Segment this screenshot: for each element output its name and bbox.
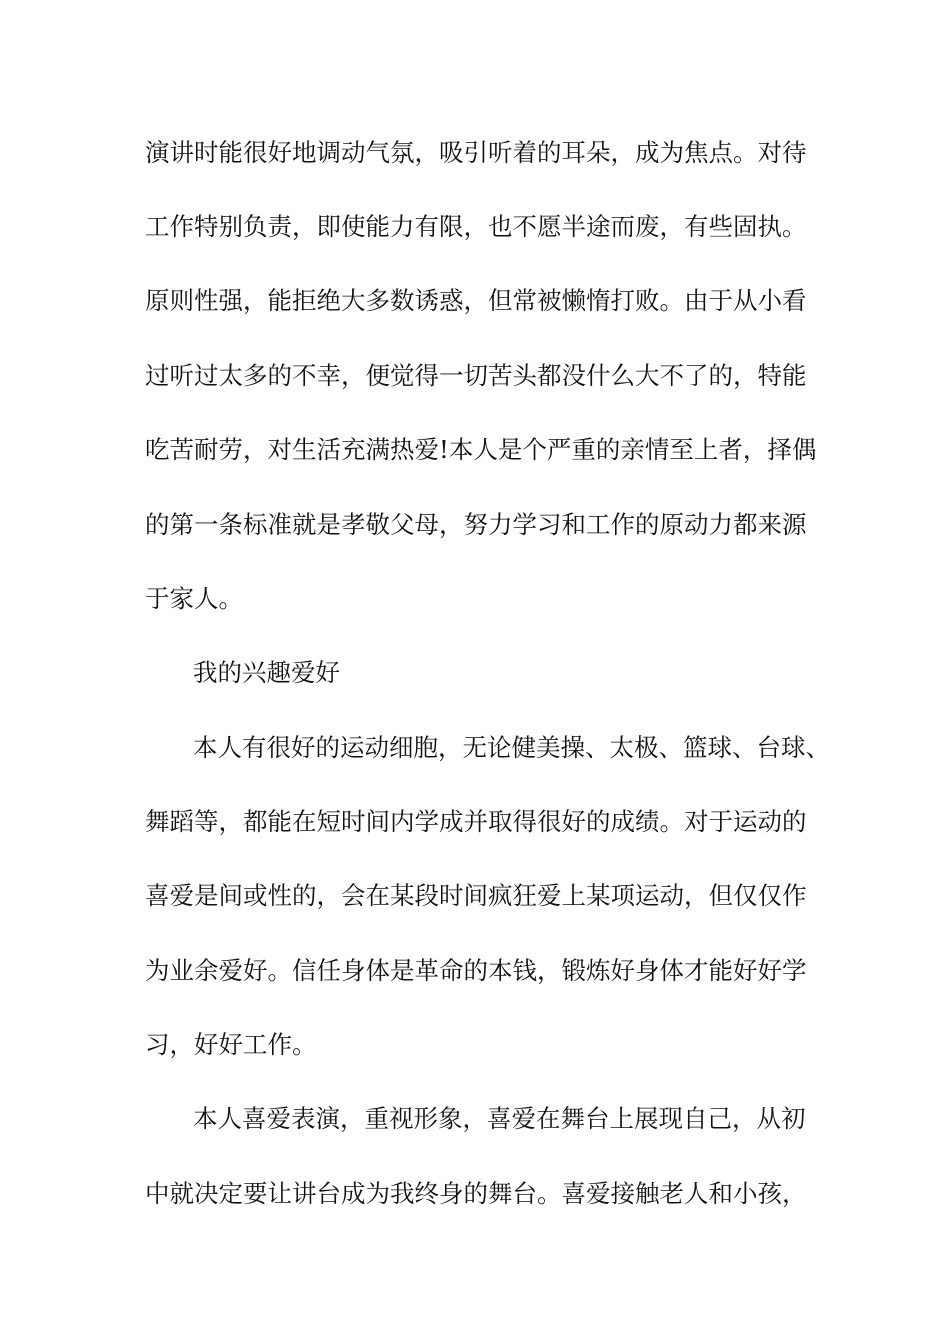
text-line: 习，好好工作。 xyxy=(145,1030,317,1059)
text-line: 本人喜爱表演，重视形象，喜爱在舞台上展现自己，从初 xyxy=(193,1104,806,1133)
text-line: 喜爱是间或性的，会在某段时间疯狂爱上某项运动，但仅仅作 xyxy=(145,881,807,910)
text-line: 舞蹈等，都能在短时间内学成并取得很好的成绩。对于运动的 xyxy=(145,807,807,836)
text-line: 中就决定要让讲台成为我终身的舞台。喜爱接触老人和小孩， xyxy=(145,1179,807,1208)
text-line: 为业余爱好。信任身体是革命的本钱，锻炼好身体才能好好学 xyxy=(145,956,807,985)
text-line: 本人有很好的运动细胞，无论健美操、太极、篮球、台球、 xyxy=(193,733,830,762)
text-line: 过听过太多的不幸，便觉得一切苦头都没什么大不了的，特能 xyxy=(145,361,807,390)
text-line: 于家人。 xyxy=(145,584,243,613)
text-line: 原则性强，能拒绝大多数诱惑，但常被懒惰打败。由于从小看 xyxy=(145,286,807,315)
text-line: 工作特别负责，即使能力有限，也不愿半途而废，有些固执。 xyxy=(145,212,807,241)
text-line: 演讲时能很好地调动气氛，吸引听着的耳朵，成为焦点。对待 xyxy=(145,138,807,167)
section-heading: 我的兴趣爱好 xyxy=(193,658,340,687)
text-line: 的第一条标准就是孝敬父母，努力学习和工作的原动力都来源 xyxy=(145,510,807,539)
text-line: 吃苦耐劳，对生活充满热爱!本人是个严重的亲情至上者，择偶 xyxy=(145,435,817,464)
